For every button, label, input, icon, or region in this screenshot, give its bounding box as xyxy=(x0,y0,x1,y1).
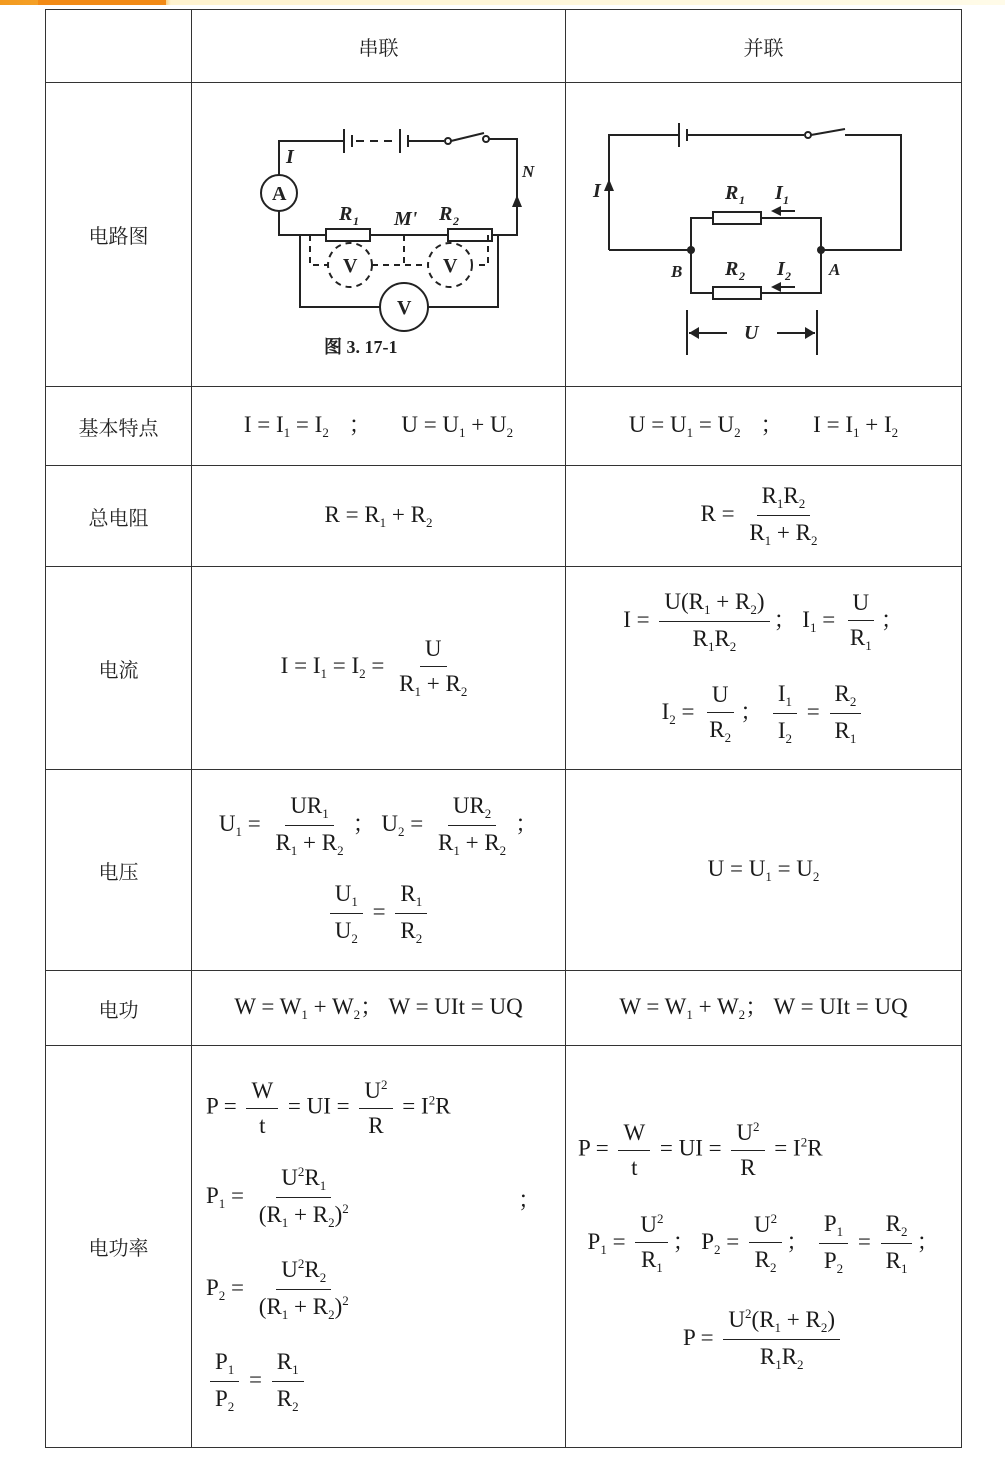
label-current: 电流 xyxy=(46,567,192,770)
series-circuit-cell xyxy=(192,83,566,387)
series-label-R1: R xyxy=(338,202,352,225)
series-resistance-formula: $R = R_1 + R_2$ xyxy=(192,466,566,567)
row-power xyxy=(46,1046,962,1448)
parallel-label-R1-sub: 1 xyxy=(738,192,745,207)
comparison-table xyxy=(45,9,962,1448)
parallel-voltage-formula: $U = U_1 = U_2$ xyxy=(566,770,962,971)
top-accent-tag xyxy=(38,0,166,5)
series-basic-formula: $I = I_1 = I_2$ ； $U = U_1 + U_2$ xyxy=(192,387,566,466)
parallel-work-formula: $W = W_1 + W_2$； W = UIt = UQ xyxy=(566,971,962,1046)
label-power: 电功率 xyxy=(46,1046,192,1448)
parallel-label-R2-sub: 2 xyxy=(738,268,745,283)
parallel-label-A: A xyxy=(828,259,840,279)
series-voltmeter-2-label: V xyxy=(442,254,457,277)
series-diagram-caption: 图 3. 17-1 xyxy=(323,336,397,357)
header-parallel: 并联 xyxy=(566,10,962,83)
top-accent-bar xyxy=(0,0,1005,5)
series-voltmeter-3-label: V xyxy=(396,296,411,319)
parallel-label-I1-sub: 1 xyxy=(782,192,789,207)
row-resistance xyxy=(46,466,962,567)
header-series: 串联 xyxy=(192,10,566,83)
header-empty-cell xyxy=(46,10,192,83)
series-label-R2: R xyxy=(438,202,452,225)
row-circuit xyxy=(46,83,962,387)
series-voltage-formula: $U_1$ = $\frac{UR_1}{R_1 + R_2}$ ； $U_2$ = $\frac{UR_2}{R_1 + R_2}$ ； $\frac{U_1}{U_2}$ = $\frac{R_1}{R_2}$ xyxy=(192,770,566,971)
label-work: 电功 xyxy=(46,971,192,1046)
parallel-power-formula: P = $\frac{W}{t}$ = UI = $\frac{U^2}{R}$ = $I^2R$ $P_1$ = $\frac{U^2}{R_1}$ ； $P_2$ = $\frac{U^2}{R_2}$ ； $\frac{P_1}{P_2}$ = $\frac{R_2}{R_1}$ ； P = $\frac{U^2(R_1 + R_2)}{R_1R_2}$ xyxy=(566,1046,962,1448)
row-current xyxy=(46,567,962,770)
series-label-N: N xyxy=(521,161,534,181)
parallel-circuit-diagram xyxy=(592,105,929,365)
series-label-M: M' xyxy=(393,207,417,230)
parallel-label-U: U xyxy=(743,321,758,344)
label-basic: 基本特点 xyxy=(46,387,192,466)
parallel-label-R1: R xyxy=(724,181,738,204)
series-voltmeter-1-label: V xyxy=(342,254,357,277)
header-row xyxy=(46,10,962,83)
parallel-label-B: B xyxy=(670,261,682,281)
parallel-current-formula: I = $\frac{U(R_1 + R_2)}{R_1R_2}$ ； $I_1$ = $\frac{U}{R_1}$ ； $I_2$ = $\frac{U}{R_2}$ ； $\frac{I_1}{I_2}$ = $\frac{R_2}{R_1}$ xyxy=(566,567,962,770)
parallel-label-I: I xyxy=(592,179,601,202)
parallel-basic-formula: $U = U_1 = U_2$ ； $I = I_1 + I_2$ xyxy=(566,387,962,466)
label-resistance: 总电阻 xyxy=(46,466,192,567)
parallel-label-I2: I xyxy=(776,257,785,280)
parallel-circuit-cell xyxy=(566,83,962,387)
parallel-label-R2: R xyxy=(724,257,738,280)
series-current-formula: $I = I_1 = I_2$ = $\frac{U}{R_1 + R_2}$ xyxy=(192,567,566,770)
series-circuit-diagram xyxy=(214,95,544,375)
row-basic xyxy=(46,387,962,466)
parallel-label-I1: I xyxy=(774,181,783,204)
parallel-resistance-formula: R = $\frac{R_1R_2}{R_1 + R_2}$ xyxy=(566,466,962,567)
row-work xyxy=(46,971,962,1046)
series-ammeter-label: A xyxy=(271,182,286,205)
label-circuit: 电路图 xyxy=(46,83,192,387)
series-work-formula: $W = W_1 + W_2$； W = UIt = UQ xyxy=(192,971,566,1046)
series-label-R2-sub: 2 xyxy=(452,213,459,228)
series-label-R1-sub: 1 xyxy=(352,213,359,228)
label-voltage: 电压 xyxy=(46,770,192,971)
row-voltage xyxy=(46,770,962,971)
parallel-label-I2-sub: 2 xyxy=(784,268,791,283)
series-power-formula: ； P = $\frac{W}{t}$ = UI = $\frac{U^2}{R}$ = $I^2R$ $P_1$ = $\frac{U^2R_1}{(R_1 + R_2)^2}$ $P_2$ = $\frac{U^2R_2}{(R_1 + R_2)^2}$ $\frac{P_1}{P_2}$ = $\frac{R_1}{R_2}$ xyxy=(192,1046,566,1448)
series-label-I: I xyxy=(285,145,294,168)
